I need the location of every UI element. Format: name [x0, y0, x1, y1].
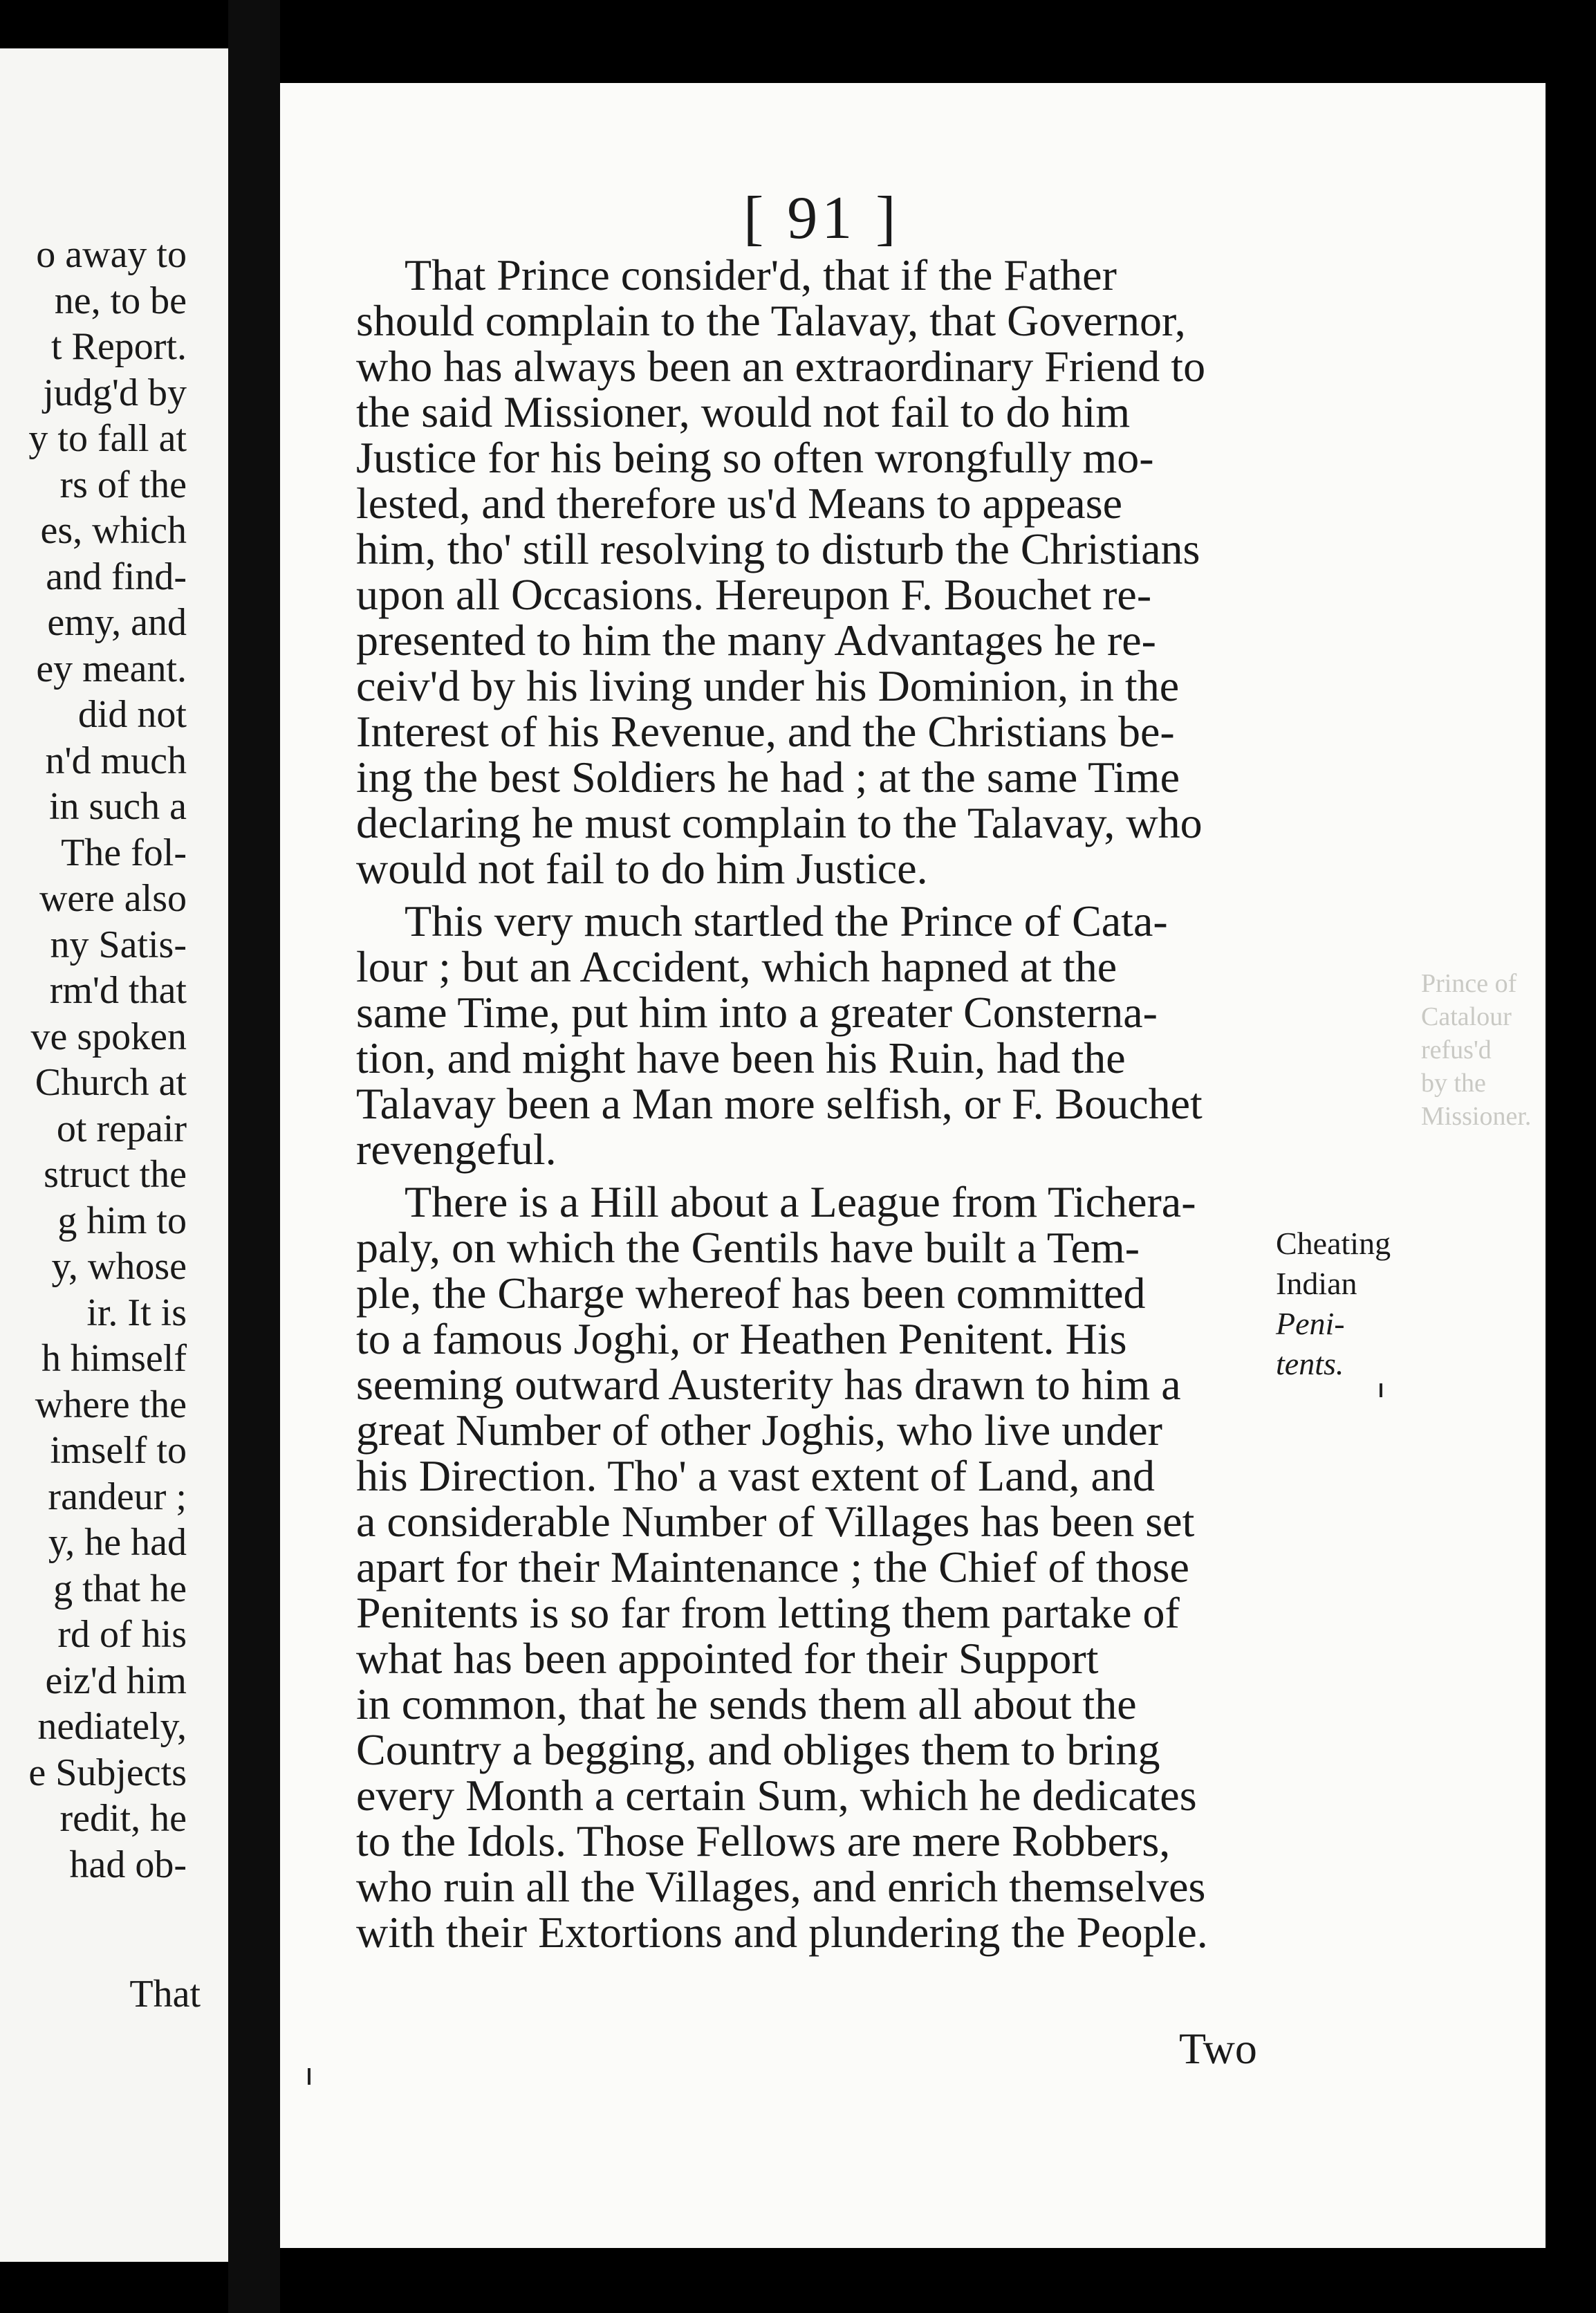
left-page-line: ot repair	[56, 1107, 187, 1150]
body-line: ing the best Soldiers he had ; at the same Time	[356, 753, 1180, 802]
marginal-note-line: Indian	[1276, 1266, 1357, 1301]
left-page-line: y, whose	[51, 1245, 187, 1288]
left-page-line: were also	[39, 877, 187, 920]
left-page-line: o away to	[36, 233, 187, 276]
page-number: [ 91 ]	[743, 185, 900, 252]
left-page-line: Church at	[35, 1061, 187, 1104]
body-line: upon all Occasions. Hereupon F. Bouchet re-	[356, 570, 1152, 619]
body-line: should complain to the Talavay, that Governor,	[356, 296, 1186, 345]
left-page-line: rm'd that	[49, 969, 187, 1012]
body-line: Penitents is so far from letting them partake of	[356, 1588, 1180, 1637]
body-line: lested, and therefore us'd Means to appease	[356, 479, 1122, 528]
body-line: tion, and might have been his Ruin, had the	[356, 1033, 1126, 1082]
left-page-line: g that he	[53, 1567, 187, 1610]
bleed-through-line: refus'd	[1421, 1035, 1492, 1065]
book-page	[280, 83, 1546, 2248]
body-line: the said Missioner, would not fail to do him	[356, 387, 1131, 436]
body-line: Talavay been a Man more selfish, or F. Bouchet	[356, 1079, 1203, 1128]
page-catchword: Two	[1179, 2024, 1257, 2073]
left-page-line: in such a	[48, 785, 187, 828]
body-line: every Month a certain Sum, which he dedicates	[356, 1771, 1197, 1820]
body-line: Justice for his being so often wrongfully mo-	[356, 433, 1154, 482]
bleed-through-line: Catalour	[1421, 1002, 1512, 1031]
body-line: lour ; but an Accident, which hapned at the	[356, 942, 1117, 991]
left-page-line: imself to	[50, 1429, 187, 1472]
left-page-line: ey meant.	[36, 647, 187, 690]
bleed-through-line: Prince of	[1421, 969, 1517, 998]
page-speck	[1380, 1383, 1382, 1397]
left-page-line: e Subjects	[28, 1751, 187, 1794]
left-page-line: h himself	[41, 1337, 187, 1380]
body-line: him, tho' still resolving to disturb the Christians	[356, 524, 1200, 573]
body-line: to the Idols. Those Fellows are mere Robbers,	[356, 1816, 1171, 1865]
body-line: paly, on which the Gentils have built a Tem-	[356, 1223, 1140, 1272]
body-line: declaring he must complain to the Talavay, who	[356, 798, 1203, 847]
left-page-line: did not	[77, 693, 187, 736]
body-line: with their Extortions and plundering the People.	[356, 1908, 1208, 1957]
left-page-line: randeur ;	[48, 1475, 187, 1518]
left-page-line: ne, to be	[54, 279, 187, 322]
left-page-line: ir. It is	[86, 1291, 187, 1334]
body-line: ceiv'd by his living under his Dominion, in the	[356, 661, 1180, 710]
marginal-note-line: Peni-	[1276, 1306, 1345, 1341]
left-page-line: and find-	[46, 555, 187, 598]
bleed-through-line: Missioner.	[1421, 1102, 1532, 1131]
left-page-line: ve spoken	[30, 1015, 187, 1058]
left-page-line: eiz'd him	[45, 1659, 187, 1702]
body-line: would not fail to do him Justice.	[356, 844, 928, 893]
marginal-note-line: tents.	[1276, 1346, 1344, 1381]
body-line: Interest of his Revenue, and the Christians be-	[356, 707, 1175, 756]
body-line: There is a Hill about a League from Tichera-	[405, 1177, 1196, 1226]
body-line: what has been appointed for their Support	[356, 1634, 1099, 1683]
left-page-line: rd of his	[57, 1613, 187, 1656]
body-line: in common, that he sends them all about the	[356, 1679, 1137, 1729]
bleed-through-line: by the	[1421, 1069, 1486, 1098]
left-page-line: rs of the	[59, 463, 187, 506]
body-line: a considerable Number of Villages has been set	[356, 1497, 1195, 1546]
left-facing-page	[0, 48, 228, 2262]
left-page-line: had ob-	[69, 1843, 187, 1886]
left-page-line: y, he had	[48, 1521, 187, 1564]
left-page-line: y to fall at	[28, 417, 187, 460]
left-page-line: t Report.	[51, 325, 187, 368]
body-line: Country a begging, and obliges them to bring	[356, 1725, 1160, 1774]
left-page-line: struct the	[44, 1153, 187, 1196]
body-line: his Direction. Tho' a vast extent of Land, and	[356, 1451, 1155, 1500]
body-line: who ruin all the Villages, and enrich themselves	[356, 1862, 1206, 1911]
left-page-catchword: That	[129, 1973, 201, 2016]
body-line: revengeful.	[356, 1125, 557, 1174]
body-line: ple, the Charge whereof has been committed	[356, 1269, 1146, 1318]
body-line: great Number of other Joghis, who live under	[356, 1406, 1162, 1455]
left-page-line: g him to	[57, 1199, 187, 1242]
left-page-line: emy, and	[47, 601, 187, 644]
body-line: That Prince consider'd, that if the Father	[405, 250, 1117, 300]
left-page-line: es, which	[40, 509, 187, 552]
body-line: apart for their Maintenance ; the Chief of those	[356, 1542, 1189, 1592]
body-line: presented to him the many Advantages he re-	[356, 616, 1156, 665]
left-page-line: The fol-	[61, 831, 187, 874]
left-page-line: n'd much	[45, 739, 187, 782]
body-line: to a famous Joghi, or Heathen Penitent. His	[356, 1314, 1127, 1363]
left-page-line: judg'd by	[43, 371, 187, 414]
book-spine	[228, 0, 280, 2313]
left-page-line: ny Satis-	[50, 923, 187, 966]
left-page-line: nediately,	[37, 1705, 187, 1748]
body-line: same Time, put him into a greater Consterna-	[356, 988, 1158, 1037]
page-speck	[308, 2068, 310, 2085]
left-page-line: redit, he	[59, 1797, 187, 1840]
body-line: who has always been an extraordinary Friend to	[356, 342, 1206, 391]
left-page-line: where the	[35, 1383, 187, 1426]
marginal-note-line: Cheating	[1276, 1226, 1391, 1261]
body-line: seeming outward Austerity has drawn to him a	[356, 1360, 1181, 1409]
body-line: This very much startled the Prince of Cata-	[405, 896, 1168, 946]
